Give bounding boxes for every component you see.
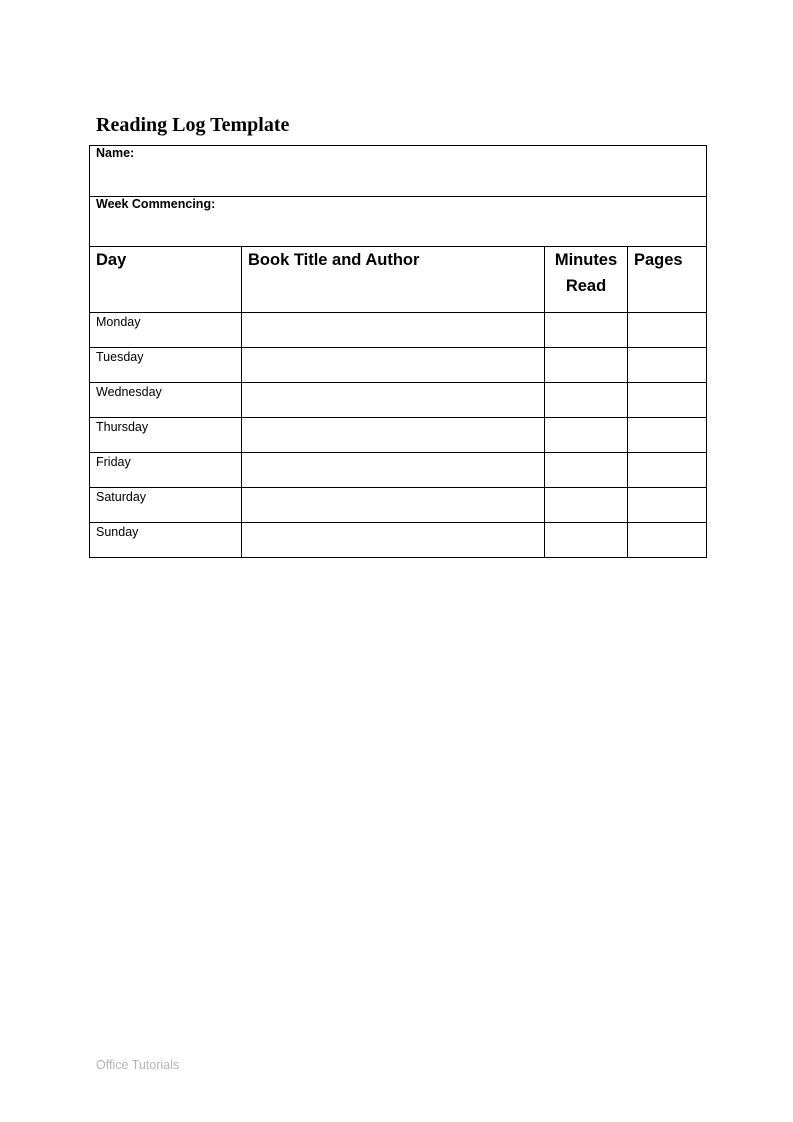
table-row: [90, 348, 707, 383]
table-row: [90, 313, 707, 348]
header-book-title-author: Book Title and Author: [242, 247, 545, 313]
day-cell: Sunday: [90, 523, 242, 558]
week-commencing-field[interactable]: [90, 197, 707, 247]
minutes-cell[interactable]: [545, 383, 628, 418]
book-cell[interactable]: [242, 383, 545, 418]
table-row: [90, 453, 707, 488]
pages-cell[interactable]: [628, 418, 707, 453]
book-cell[interactable]: [242, 488, 545, 523]
book-cell[interactable]: [242, 523, 545, 558]
minutes-cell[interactable]: [545, 453, 628, 488]
minutes-cell[interactable]: [545, 488, 628, 523]
pages-cell[interactable]: [628, 313, 707, 348]
footer-text: Office Tutorials: [96, 1058, 180, 1072]
day-cell: Wednesday: [90, 383, 242, 418]
header-day: Day: [90, 247, 242, 313]
header-minutes-line2: Read: [565, 277, 607, 295]
minutes-cell[interactable]: [545, 418, 628, 453]
table-row: [90, 383, 707, 418]
name-label: Name:: [96, 146, 135, 160]
book-cell[interactable]: [242, 453, 545, 488]
table-row: [90, 523, 707, 558]
name-row: [90, 146, 707, 197]
pages-cell[interactable]: [628, 348, 707, 383]
name-field[interactable]: [90, 146, 707, 197]
table-row: [90, 418, 707, 453]
minutes-cell[interactable]: [545, 313, 628, 348]
book-cell[interactable]: [242, 313, 545, 348]
table-row: [90, 488, 707, 523]
day-cell: Saturday: [90, 488, 242, 523]
book-cell[interactable]: [242, 348, 545, 383]
header-minutes-read: [545, 247, 628, 313]
header-row: [90, 247, 707, 313]
day-cell: Tuesday: [90, 348, 242, 383]
day-cell: Friday: [90, 453, 242, 488]
minutes-cell[interactable]: [545, 348, 628, 383]
reading-log-table: [89, 145, 707, 558]
header-minutes-line1: Minutes: [554, 251, 618, 269]
week-row: [90, 197, 707, 247]
header-pages: Pages: [628, 247, 707, 313]
pages-cell[interactable]: [628, 383, 707, 418]
book-cell[interactable]: [242, 418, 545, 453]
pages-cell[interactable]: [628, 488, 707, 523]
pages-cell[interactable]: [628, 523, 707, 558]
document-title: Reading Log Template: [96, 114, 290, 136]
minutes-cell[interactable]: [545, 523, 628, 558]
week-commencing-label: Week Commencing:: [96, 197, 216, 211]
day-cell: Thursday: [90, 418, 242, 453]
pages-cell[interactable]: [628, 453, 707, 488]
day-cell: Monday: [90, 313, 242, 348]
